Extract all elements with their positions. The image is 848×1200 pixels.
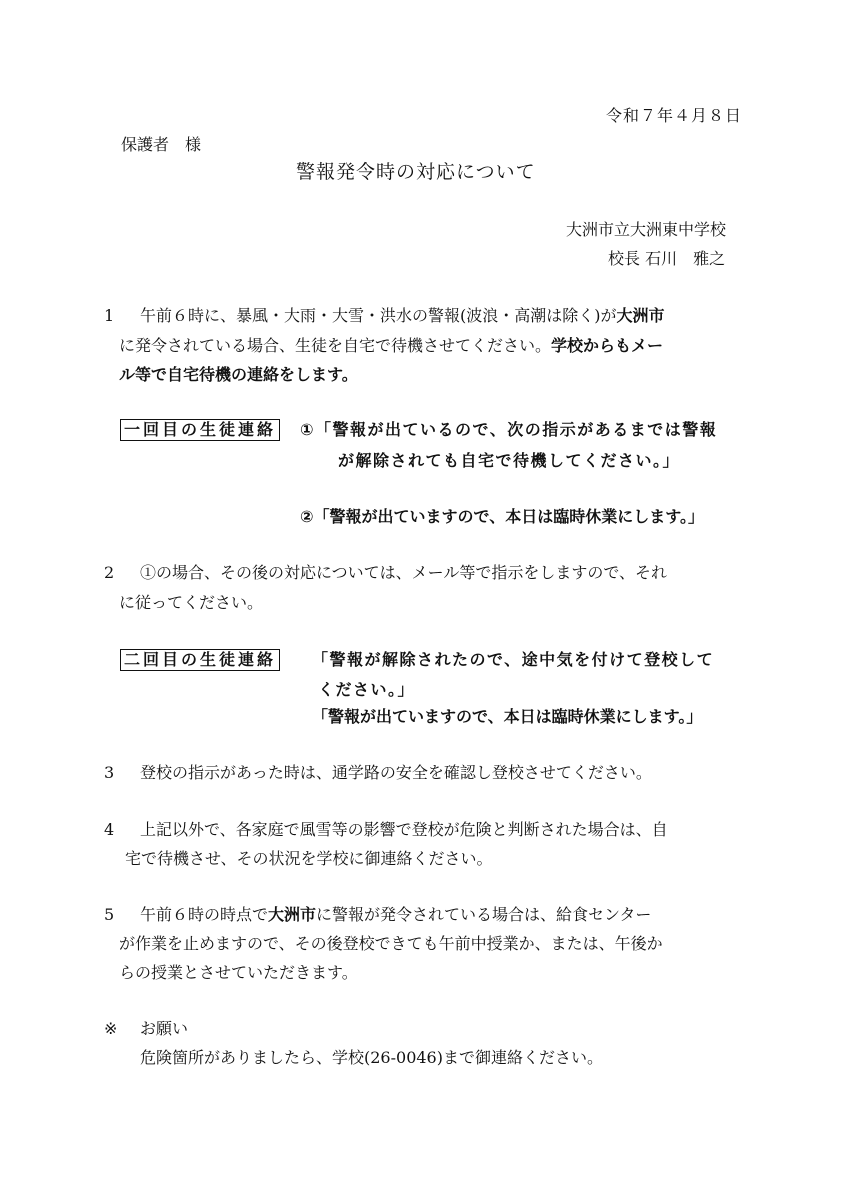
section-4 xyxy=(104,822,668,838)
document-date: 令和７年４月８日 xyxy=(606,106,743,125)
section-number: 2 xyxy=(104,563,115,582)
note-title: お願い xyxy=(140,1019,189,1038)
section-number: 5 xyxy=(104,905,115,924)
section-5-line-1c: に警報が発令されている場合は、給食センター xyxy=(316,905,652,924)
section-number: 4 xyxy=(104,820,115,839)
section-4-line-2: 宅で待機させ、その状況を学校に御連絡ください。 xyxy=(125,849,493,868)
first-contact-label: 一回目の生徒連絡 xyxy=(120,419,280,441)
section-2-line-2: に従ってください。 xyxy=(119,593,264,612)
city-highlight: 大洲市 xyxy=(268,905,317,924)
second-contact-msg-1-line-1: 「警報が解除されたので、途中気を付けて登校して xyxy=(312,650,715,669)
note-heading xyxy=(104,1021,188,1037)
section-1 xyxy=(104,308,665,324)
first-contact-msg-2: ②「警報が出ていますので、本日は臨時休業にします。」 xyxy=(300,507,704,526)
first-contact-msg-1-line-1: ①「警報が出ているので、次の指示があるまでは警報 xyxy=(300,420,718,439)
recipient: 保護者 様 xyxy=(121,135,202,154)
section-1-line-2 xyxy=(119,338,663,354)
section-1-line-3: ル等で自宅待機の連絡をします。 xyxy=(119,365,358,384)
city-highlight: 大洲市 xyxy=(616,306,665,325)
section-number: 3 xyxy=(104,763,115,782)
section-1-line-2a: に発令されている場合、生徒を自宅で待機させてください。 xyxy=(119,336,552,355)
section-3-line-1: 登校の指示があった時は、通学路の安全を確認し登校させてください。 xyxy=(140,763,652,782)
section-5-line-1a: 午前６時の時点で xyxy=(140,905,269,924)
section-5-line-3: らの授業とさせていただきます。 xyxy=(119,963,358,982)
section-3 xyxy=(104,765,652,781)
note-mark: ※ xyxy=(104,1019,118,1038)
section-1-line-1a: 午前６時に、暴風・大雨・大雪・洪水の警報(波浪・高潮は除く)が xyxy=(140,306,617,325)
section-4-line-1: 上記以外で、各家庭で風雪等の影響で登校が危険と判断された場合は、自 xyxy=(140,820,668,839)
principal-name: 校長 石川 雅之 xyxy=(608,249,726,268)
section-5-line-2: が作業を止めますので、その後登校できても午前中授業か、または、午後か xyxy=(119,934,663,953)
second-contact-label: 二回目の生徒連絡 xyxy=(120,649,280,671)
school-name: 大洲市立大洲東中学校 xyxy=(566,220,727,239)
school-notice-highlight: 学校からもメー xyxy=(551,336,664,355)
page-title: 警報発令時の対応について xyxy=(296,161,536,183)
section-5 xyxy=(104,907,651,923)
first-contact-msg-1-line-2: が解除されても自宅で待機してください。」 xyxy=(338,451,681,470)
section-2 xyxy=(104,565,667,581)
section-2-line-1: ①の場合、その後の対応については、メール等で指示をしますので、それ xyxy=(140,563,668,582)
note-line-1: 危険箇所がありましたら、学校(26-0046)まで御連絡ください。 xyxy=(140,1048,603,1067)
second-contact-msg-1-line-2: ください。」 xyxy=(318,680,416,699)
second-contact-msg-2: 「警報が出ていますので、本日は臨時休業にします。」 xyxy=(312,707,703,726)
section-number: 1 xyxy=(104,306,115,325)
